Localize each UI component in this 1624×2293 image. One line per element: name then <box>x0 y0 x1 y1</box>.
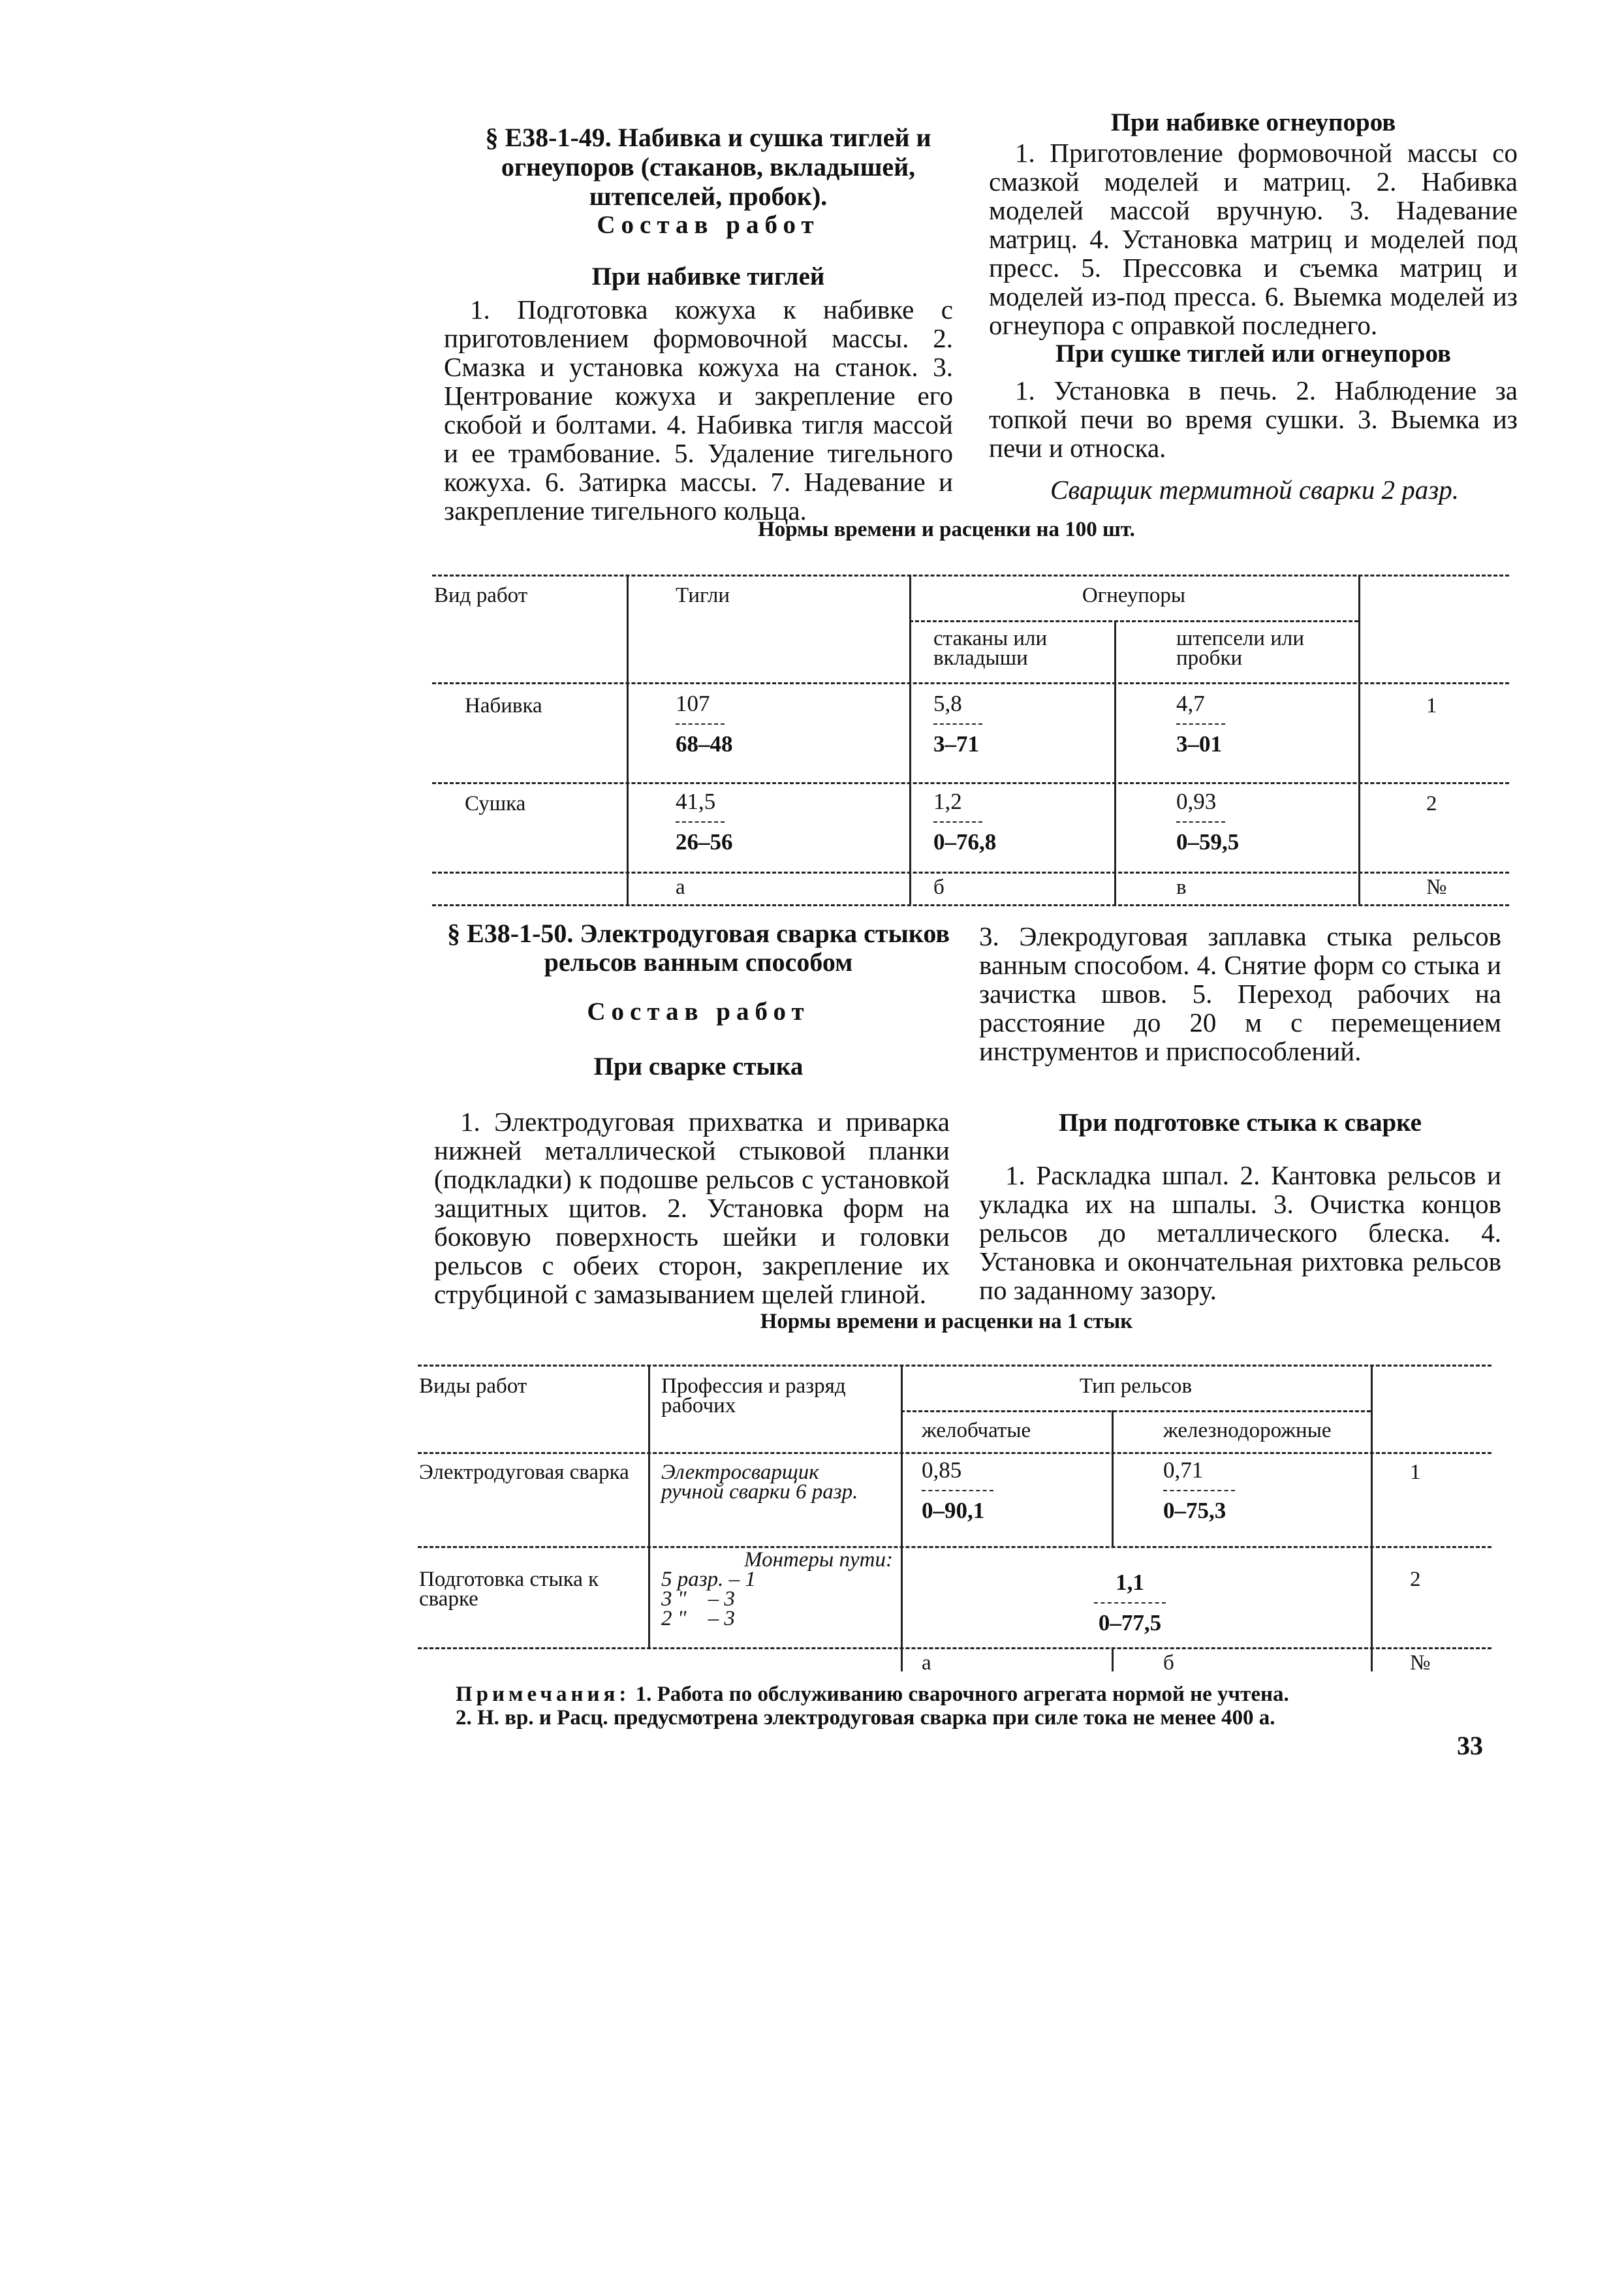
t1-col-work: Вид работ <box>434 584 528 607</box>
section-50-composition: Состав работ <box>587 998 810 1026</box>
t2-row2-num: 1,1 <box>1116 1570 1144 1595</box>
t2-foot-b: б <box>1163 1651 1174 1675</box>
t1-row2-a <box>676 789 733 855</box>
t1-row2-a-num: 41,5 <box>676 789 716 814</box>
t2-row1-a <box>922 1457 993 1524</box>
t1-row2-b <box>933 789 996 855</box>
t2-col-work: Виды работ <box>419 1374 527 1398</box>
t2-row1-b-num: 0,71 <box>1163 1457 1204 1483</box>
t2-row2-name: Подготовка стыка к сварке <box>419 1568 599 1611</box>
t1-row2-a-den: 26–56 <box>676 829 733 855</box>
t1-foot-a: а <box>676 876 685 899</box>
t2-row2-prof-l1: 5 разр. – 1 <box>661 1568 756 1591</box>
t1-row1-b-den: 3–71 <box>933 731 979 757</box>
t2-row1-b-den: 0–75,3 <box>1163 1498 1226 1523</box>
section-50-title: § Е38-1-50. Электродуговая сварка стыков рельсов ванным способом <box>447 919 950 977</box>
t1-col-refractory: Огнеупоры <box>1082 584 1186 607</box>
t2-col-sub1: желобчатые <box>922 1419 1031 1442</box>
t2-col-sub2: железнодорожные <box>1163 1419 1332 1442</box>
t1-col-sub1: стаканы или вкладыши <box>933 627 1048 670</box>
t1-row2-b-num: 1,2 <box>933 789 962 814</box>
t1-row2-c-num: 0,93 <box>1176 789 1217 814</box>
t2-row1-a-num: 0,85 <box>922 1457 962 1483</box>
t1-foot-no: № <box>1426 876 1447 899</box>
t1-row1-no: 1 <box>1426 694 1437 718</box>
t1-foot-c: в <box>1176 876 1187 899</box>
t1-row2-c <box>1176 789 1239 855</box>
t1-row1-c-den: 3–01 <box>1176 731 1222 757</box>
prep-heading: При подготовке стыка к сварке <box>1059 1109 1422 1137</box>
t1-row1-a-den: 68–48 <box>676 731 733 757</box>
t2-row2-no: 2 <box>1410 1568 1421 1591</box>
t2-col-prof: Профессия и разряд рабочих <box>661 1374 846 1417</box>
t1-row1-name: Набивка <box>465 694 542 718</box>
t1-row1-a <box>676 691 733 757</box>
t1-row2-name: Сушка <box>465 792 526 815</box>
t2-row1-no: 1 <box>1410 1461 1421 1484</box>
t1-col-sub2: штепсели или пробки <box>1176 627 1305 670</box>
t1-row1-a-num: 107 <box>676 691 710 716</box>
table-49-caption: Нормы времени и расценки на 100 шт. <box>758 518 1135 541</box>
t1-row1-c-num: 4,7 <box>1176 691 1205 716</box>
note-2: 2. Н. вр. и Расц. предусмотрена электродуговая сварка при силе тока не менее 400 а. <box>456 1706 1275 1730</box>
note-line-1 <box>456 1683 1289 1705</box>
t2-row2-val <box>1094 1570 1166 1636</box>
t1-foot-b: б <box>933 876 945 899</box>
table-50-caption: Нормы времени и расценки на 1 стык <box>760 1310 1133 1333</box>
drying-heading: При сушке тиглей или огнеупоров <box>1055 340 1452 368</box>
t2-foot-no: № <box>1410 1651 1431 1675</box>
note-label: Примечания: <box>456 1683 631 1706</box>
t2-row1-a-den: 0–90,1 <box>922 1498 985 1523</box>
t1-row2-c-den: 0–59,5 <box>1176 829 1240 855</box>
prep-text: 1. Раскладка шпал. 2. Кантовка рельсов и укладка их на шпалы. 3. Очистка концов рельсов до металлического блеска. 4. Установка и окончательная рихтовка рельсов по заданному зазору. <box>979 1160 1501 1305</box>
drying-text: 1. Установка в печь. 2. Наблюдение за топкой печи во время сушки. 3. Выемка из печи и относка. <box>989 375 1518 463</box>
t1-row1-b <box>933 691 982 757</box>
weld-text-cont: 3. Элекродуговая заплавка стыка рельсов ванным способом. 4. Снятие форм со стыка и зачистка швов. 5. Переход рабочих на расстояние до 20 м с перемещением инструментов и приспособлений. <box>979 921 1501 1066</box>
weld-heading: При сварке стыка <box>593 1052 804 1081</box>
t2-row2-prof-l2: 3 " – 3 <box>661 1587 735 1611</box>
t2-col-type: Тип рельсов <box>1079 1374 1193 1398</box>
worker-grade: Сварщик термитной сварки 2 разр. <box>1050 475 1459 505</box>
t1-row1-c <box>1176 691 1225 757</box>
refractory-heading: При набивке огнеупоров <box>1110 108 1396 136</box>
t1-row1-b-num: 5,8 <box>933 691 962 716</box>
refractory-text: 1. Приготовление формовочной массы со смазкой моделей и матриц. 2. Набивка моделей массой вручную. 3. Надевание матриц. 4. Установка матриц и моделей под пресс. 5. Прессовка и съемка матриц и моделей из-под пресса. 6. Выемка моделей из огнеупора с оправкой последнего. <box>989 138 1518 340</box>
weld-text: 1. Электродуговая прихватка и приварка нижней металлической стыковой планки (подкладки) к подошве рельсов с установкой защитных щитов. 2. Установка форм на боковую поверхность шейки и головки рельсов с обеих сторон, закрепление их струбциной с замазыванием щелей глиной. <box>434 1107 950 1309</box>
t2-row1-name: Электродуговая сварка <box>419 1461 629 1484</box>
section-49-title: § Е38-1-49. Набивка и сушка тиглей и огнеупоров (стаканов, вкладышей, штепселей, пробок). <box>485 123 931 211</box>
crucible-heading: При набивке тиглей <box>591 262 825 291</box>
page-number: 33 <box>1457 1731 1483 1760</box>
t2-row1-prof: Электросварщик ручной сварки 6 разр. <box>661 1461 858 1504</box>
t2-row2-den: 0–77,5 <box>1098 1610 1162 1636</box>
t1-row2-b-den: 0–76,8 <box>933 829 997 855</box>
t2-foot-a: а <box>922 1651 931 1675</box>
section-49-composition: Состав работ <box>597 211 820 239</box>
t2-row2-prof-head: Монтеры пути: <box>744 1548 893 1572</box>
t1-row2-no: 2 <box>1426 792 1437 815</box>
t2-row1-b <box>1163 1457 1235 1524</box>
t2-row2-prof-l3: 2 " – 3 <box>661 1607 735 1630</box>
t1-col-crucibles: Тигли <box>676 584 730 607</box>
crucible-text: 1. Подготовка кожуха к набивке с приготовлением формовочной массы. 2. Смазка и установка кожуха на станок. 3. Центрование кожуха и закрепление его скобой и болтами. 4. Набивка тигля массой и ее трамбование. 5. Удаление тигельного кожуха. 6. Затирка массы. 7. Надевание и закрепление тигельного кольца. <box>444 294 953 526</box>
note-1: 1. Работа по обслуживанию сварочного агрегата нормой не учтена. <box>635 1683 1289 1706</box>
